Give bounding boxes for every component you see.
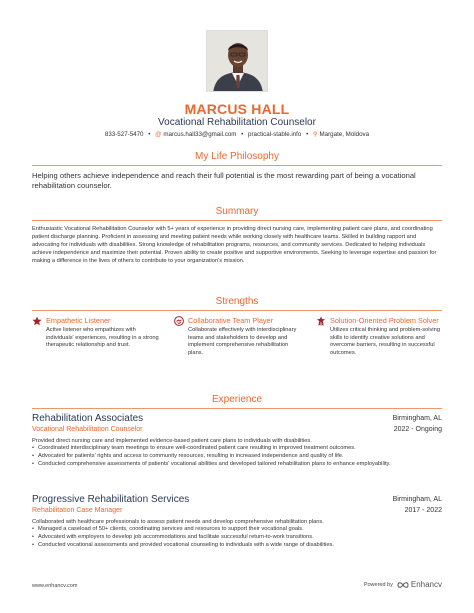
location-text: Margate, Moldova [319, 131, 370, 138]
strength-title: Solution-Oriented Problem Solver [316, 316, 446, 325]
job-company: Progressive Rehabilitation Services [32, 494, 190, 505]
job-entry [32, 413, 442, 468]
phone-text: 833-527-5470 [104, 131, 144, 138]
strength-desc: Utilizes critical thinking and problem-solving skills to identify creative solutions and overcome barriers, resulting in successful outcomes. [330, 327, 441, 356]
section-divider [32, 220, 442, 221]
footer-website[interactable]: www.enhancv.com [32, 583, 78, 589]
experience-heading: Experience [211, 394, 263, 405]
summary-heading: Summary [215, 206, 259, 217]
profile-photo [206, 30, 268, 92]
email-link[interactable]: marcus.hall33@gmail.com [163, 131, 237, 138]
enhancv-logo-icon [397, 581, 409, 589]
job-dates: 2022 - Ongoing [393, 426, 442, 433]
email-icon: @ [155, 131, 162, 138]
strength-desc: Active listener who empathizes with individuals' experiences, resulting in a strong therapeutic relationship and trust. [46, 327, 159, 349]
section-divider [32, 408, 442, 409]
handshake-icon [174, 316, 184, 326]
strength-desc: Collaborate effectively with interdisciplinary teams and stakeholders to develop and implement comprehensive rehabilitation plans. [188, 327, 297, 356]
job-bullets [32, 526, 442, 549]
strength-title: Empathetic Listener [32, 316, 162, 325]
strengths-heading: Strengths [215, 296, 259, 307]
enhancv-logo: Enhancv [397, 580, 442, 589]
candidate-name: MARCUS HALL [184, 101, 290, 117]
strength-title: Collaborative Team Player [174, 316, 304, 325]
star-icon [32, 316, 42, 326]
website-link[interactable]: practical-stable.info [248, 131, 302, 138]
job-description: Provided direct nursing care and implemented evidence-based patient care plans to individuals with disabilities. [32, 438, 312, 444]
footer-branding [364, 580, 442, 589]
separator: • [306, 131, 309, 138]
ribbon-star-icon [316, 316, 326, 326]
summary-text: Enthusiastic Vocational Rehabilitation Counselor with 5+ years of experience in providing direct nursing care, implementing patient care plans, and coordinating patient discharge planning. Proficient in assessing and meeting patient needs while working closely with healthcare teams. Skilled in building rapport and advocating for individuals with disabilities. Strong knowledge of rehabilitation programs, resources, and community services. Dedicated to helping individuals achieve independence and maximize their potential. Proven ability to create positive and supportive environments. Seeking to leverage expertise and passion for making a difference in the lives of others to contribute to your organization's mission. [32, 226, 437, 264]
list-item: • Conducted vocational assessments and provided vocational counseling to individuals with a wide range of disabilities. [32, 542, 442, 550]
philosophy-text: Helping others achieve independence and reach their full potential is the most rewarding part of being a vocational rehabilitation counselor. [32, 171, 416, 190]
strength-item [174, 316, 304, 357]
job-location: Birmingham, AL [392, 496, 442, 503]
job-bullets [32, 445, 442, 468]
list-item: • Advocated for patients' rights and access to community resources, resulting in increased independence and quality of life. [32, 453, 442, 461]
strength-item [32, 316, 162, 350]
list-item: • Conducted comprehensive assessments of patients' vocational abilities and developed tailored rehabilitation plans to enhance employability. [32, 461, 442, 469]
strength-item [316, 316, 446, 357]
section-divider [32, 165, 442, 166]
job-role: Rehabilitation Case Manager [32, 507, 123, 514]
job-dates: 2017 - 2022 [404, 507, 442, 514]
job-description: Collaborated with healthcare professionals to assess patient needs and develop comprehensive rehabilitation plans. [32, 519, 324, 525]
separator: • [241, 131, 244, 138]
contact-line [0, 131, 474, 138]
list-item: • Managed a caseload of 50+ clients, coordinating services and resources to support their vocational goals. [32, 526, 442, 534]
location-pin-icon: ⚲ [312, 131, 318, 138]
list-item: • Advocated with employers to develop job accommodations and facilitate successful return-to-work transitions. [32, 534, 442, 542]
job-company: Rehabilitation Associates [32, 413, 144, 424]
candidate-title: Vocational Rehabilitation Counselor [158, 117, 316, 128]
job-location: Birmingham, AL [392, 415, 442, 422]
philosophy-heading: My Life Philosophy [195, 151, 279, 162]
list-item: • Coordinated interdisciplinary team meetings to ensure well-coordinated patient care resulting in improved treatment outcomes. [32, 445, 442, 453]
job-entry [32, 494, 442, 549]
job-role: Vocational Rehabilitation Counselor [32, 426, 143, 433]
powered-by-text: Powered by [363, 581, 393, 588]
separator: • [148, 131, 151, 138]
section-divider [32, 310, 442, 311]
